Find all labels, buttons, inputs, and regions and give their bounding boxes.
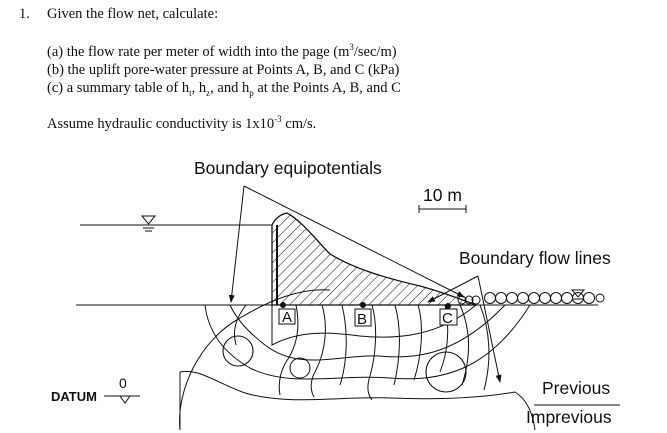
- toe-drain-filter: [458, 293, 604, 305]
- assumption-unit: cm/s.: [281, 116, 317, 132]
- water-level-symbol: [142, 216, 155, 231]
- point-a-label: A: [282, 309, 293, 326]
- assumption-text: Assume hydraulic conductivity is 1x10: [47, 116, 275, 132]
- part-c-suffix: at the Points A, B, and C: [253, 80, 401, 96]
- part-c-sep2: , and h: [210, 80, 250, 96]
- datum-value: 0: [119, 375, 127, 391]
- part-a-unit-suffix: /sec/m): [353, 44, 397, 60]
- question-prompt: Given the flow net, calculate:: [47, 6, 219, 22]
- part-b: (b) the uplift pore-water pressure at Points A, B, and C (kPa): [47, 62, 400, 78]
- assumption-exponent: -3: [274, 114, 282, 125]
- part-c-sep1: , h: [191, 80, 207, 96]
- question-number: 1.: [19, 6, 30, 22]
- boundary-flow-lines-label: Boundary flow lines: [459, 248, 611, 268]
- impervious-label: Imprevious: [526, 407, 612, 427]
- point-b-label: B: [357, 311, 368, 328]
- scale-label: 10 m: [423, 185, 462, 205]
- scale-bar: [419, 205, 466, 213]
- point-c-label: C: [442, 310, 453, 327]
- flow-net-circle-mid: [290, 358, 310, 378]
- boundary-equipotentials-label: Boundary equipotentials: [194, 158, 382, 178]
- datum-symbol: [120, 396, 130, 403]
- equipotential-arrow-left: [231, 186, 244, 302]
- subscript-z: z: [206, 87, 211, 98]
- subscript-p: p: [249, 87, 254, 98]
- part-c-text: (c) a summary table of h: [47, 80, 190, 96]
- flow-net-circle-right: [426, 352, 466, 392]
- flow-line-arrow-down: [478, 276, 500, 382]
- datum-label: DATUM: [51, 389, 97, 404]
- previous-label: Previous: [542, 378, 611, 398]
- subscript-t: t: [189, 87, 192, 98]
- part-a-superscript: 3: [349, 42, 354, 53]
- earth-dam-body: [272, 213, 476, 305]
- part-a-text: (a) the flow rate per meter of width into the page (m: [47, 44, 350, 60]
